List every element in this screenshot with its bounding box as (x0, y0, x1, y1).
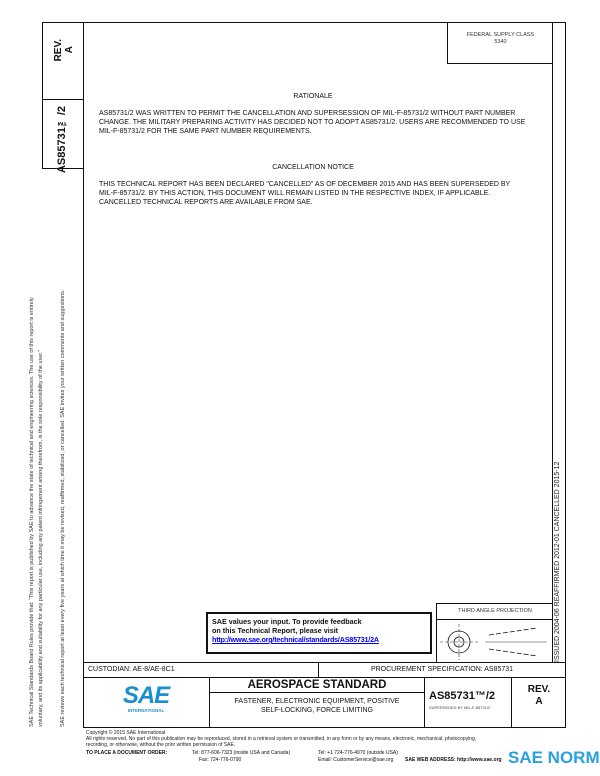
superseded-note: SUPERSEDED BY MIL-F-85731/2 (429, 705, 491, 710)
order-label: TO PLACE A DOCUMENT ORDER: (86, 750, 168, 756)
custodian: CUSTODIAN: AE-8/AE-8C1 (88, 666, 175, 673)
document-title: FASTENER, ELECTRONIC EQUIPMENT, POSITIVE SELF-LOCKING, FORCE LIMITING (234, 698, 400, 714)
feedback-link[interactable]: http://www.sae.org/technical/standards/AS85731/2A (212, 635, 379, 644)
tel-intl: Tel: +1 724-776-4970 (outside USA) (318, 750, 398, 756)
category: AEROSPACE STANDARD (210, 678, 424, 693)
cancellation-text: THIS TECHNICAL REPORT HAS BEEN DECLARED "CANCELLED" AS OF DECEMBER 2015 AND HAS BEEN SUPERSEDED BY MIL-F-85731/2. BY THIS ACTION, THIS DOCUMENT WILL REMAIN LISTED IN THE RESPECTIVE INDEX, IF APPLICABLE. CANCELLED TECHNICAL REPORTS ARE AVAILABLE FROM SAE. (99, 181, 511, 206)
footer-rights: All rights reserved. No part of this publication may be reproduced, stored in a retrieval system or transmitted, in any form or by any means, electronic, mechanical, photocopying, (86, 736, 477, 742)
sae-logo-sub: INTERNATIONAL (127, 708, 165, 713)
disclaimer-line-2: voluntary, and its applicability and suitability for any particular use, including any patent infringement arising therefrom, is the sole responsibility of the user.” (38, 349, 44, 727)
feedback-line-2: on this Technical Report, please visit (212, 626, 339, 635)
procurement-spec: PROCUREMENT SPECIFICATION: AS85731 (370, 666, 514, 673)
feedback-box (206, 612, 432, 654)
email: Email: CustomerService@sae.org (318, 757, 394, 763)
feedback-line-1: SAE values your input. To provide feedback (212, 617, 362, 626)
rationale-text: AS85731/2 WAS WRITTEN TO PERMIT THE CANCELLATION AND SUPERSESSION OF MIL-F-85731/2 WITHOUT PART NUMBER CHANGE. THE MILITARY PREPARING ACTIVITY HAS DECIDED NOT TO ADOPT AS85731/2. USERS ARE RECOMMENDED TO USE MIL-F-85731/2 FOR THE SAME PART NUMBER REQUIREMENTS. (99, 110, 526, 135)
footer-rights-2: recording, or otherwise, without the prior written permission of SAE. (86, 742, 236, 748)
title-rev-value: A (535, 696, 543, 707)
title-rev-label: REV. (527, 684, 551, 695)
projection-label: THIRD ANGLE PROJECTION (437, 604, 553, 620)
third-angle-projection-icon (437, 620, 552, 664)
tel-us: Tel: 877-606-7323 (inside USA and Canada) (192, 750, 291, 756)
projection-box (436, 603, 553, 663)
sae-logo: SAE (122, 682, 170, 709)
title-docnum: AS85731™/2 (429, 690, 496, 702)
fsc-box (447, 22, 553, 64)
side-docnum: AS85731™/2 (56, 106, 68, 174)
disclaimer-line-1: SAE Technical Standards Board Rules provide that: “This report is published by SAE to advance the state of technical and engineering sciences. The use of this report is entirely (29, 297, 35, 727)
side-rev-box (42, 22, 84, 100)
title-rev (512, 684, 566, 708)
order-contacts-intl (318, 750, 398, 764)
side-rev-label: REV. (53, 39, 64, 62)
disclaimer-line-3: SAE reviews each technical report at least every five years at which time it may be revised, reaffirmed, stabilized, or cancelled. SAE invites your written comments and suggestions. (60, 289, 66, 727)
logo-box (83, 678, 210, 728)
side-rev (53, 39, 75, 61)
fsc-label: FEDERAL SUPPLY CLASS (466, 32, 535, 38)
footer-copyright: Copyright © 2015 SAE International (86, 730, 166, 736)
cancellation-heading: CANCELLATION NOTICE (272, 164, 354, 171)
watermark: SAE NORM (508, 748, 600, 767)
order-contacts-us (192, 750, 290, 764)
side-docnum-box (42, 99, 84, 174)
docnum-box (424, 678, 512, 728)
fax: Fax: 724-776-0790 (199, 757, 242, 763)
fsc-value: 5340 (494, 39, 507, 45)
side-rev-value: A (64, 46, 75, 54)
dates-strip: ISSUED 2004-06 REAFFIRMED 2012-01 CANCELLED 2015-12 (554, 461, 561, 662)
web-address: SAE WEB ADDRESS: http://www.sae.org (405, 757, 502, 763)
footer (86, 730, 596, 748)
rationale-heading: RATIONALE (293, 93, 333, 100)
